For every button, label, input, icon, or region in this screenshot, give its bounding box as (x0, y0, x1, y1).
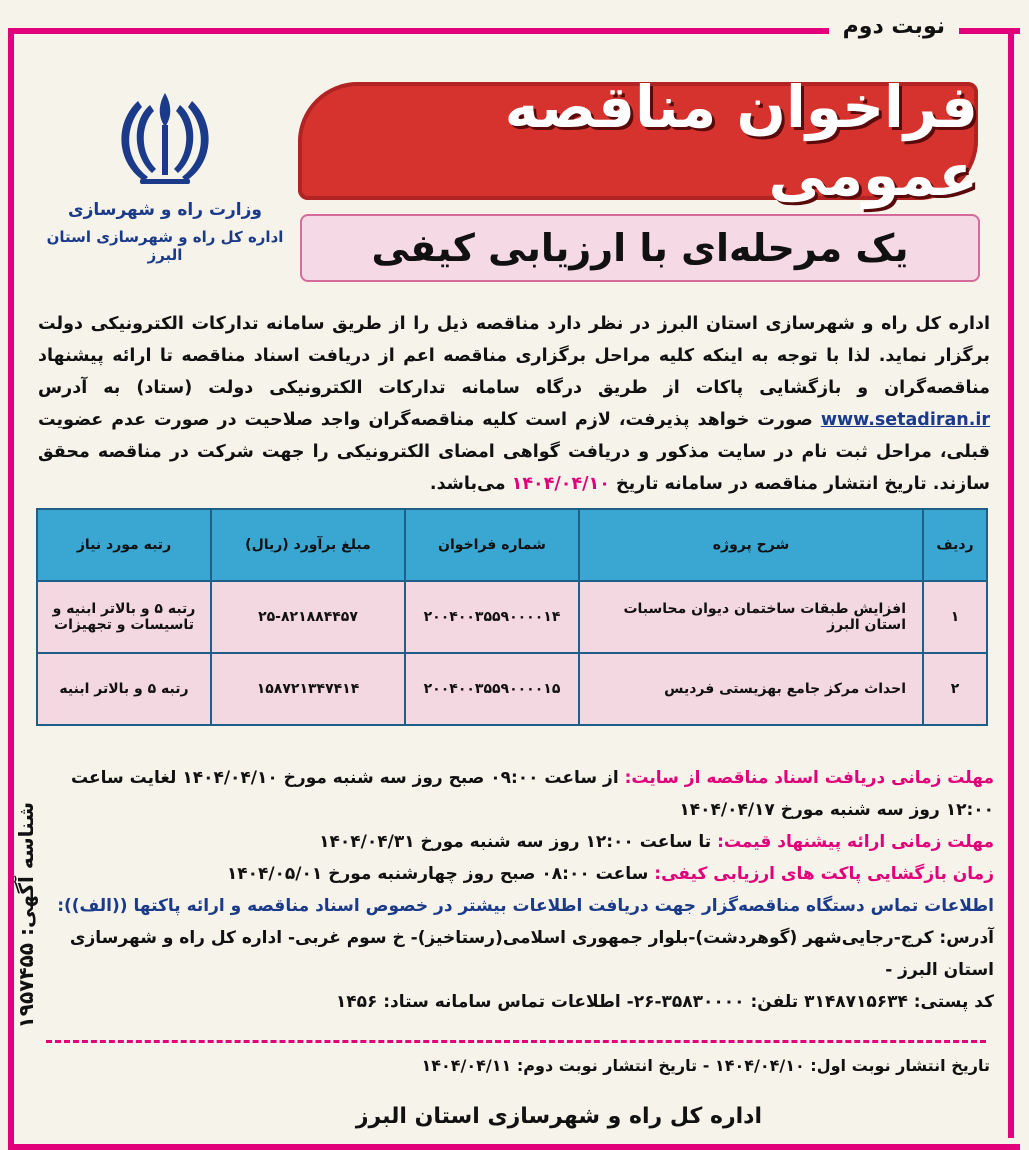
dashed-divider (46, 1040, 986, 1043)
page-frame-right (1008, 28, 1014, 1138)
notice-label: نوبت دوم (829, 14, 959, 39)
header-rank: رتبه مورد نیاز (37, 509, 211, 581)
header-project: شرح پروژه (579, 509, 923, 581)
contact-title: اطلاعات تماس دستگاه مناقصه‌گزار جهت دریافت اطلاعات بیشتر در خصوص اسناد مناقصه و ارائه پاکتها ((الف)): (57, 896, 994, 916)
intro-text-2: صورت خواهد پذیرفت، لازم است کلیه مناقصه‌گران واجد صلاحیت در صورت عدم عضویت قبلی، مراحل ثبت نام در سایت مذکور و دریافت گواهی امضای الکترونیکی را جهت شرکت در مناقصه محقق سازند. تاریخ انتشار مناقصه در سامانه تاریخ (38, 410, 990, 494)
doc-deadline-value: از ساعت ۰۹:۰۰ صبح روز سه شنبه مورخ ۱۴۰۴/۰۴/۱۰ لغایت ساعت ۱۲:۰۰ روز سه شنبه مورخ ۱۴۰۴/۰۴/۱۷ (71, 768, 994, 820)
row-call-number: ۲۰۰۴۰۰۳۵۵۹۰۰۰۰۱۴ (405, 581, 579, 653)
row-project: افزایش طبقات ساختمان دیوان محاسبات استان البرز (579, 581, 923, 653)
doc-deadline-label: مهلت زمانی دریافت اسناد مناقصه از سایت: (624, 768, 994, 788)
table-header-row (37, 509, 987, 581)
contact-address: آدرس: کرج-رجایی‌شهر (گوهردشت)-بلوار جمهوری اسلامی(رستاخیز)- خ سوم غربی- اداره کل راه و شهرسازی استان البرز - (69, 928, 994, 980)
row-estimate: ۱۵۸۷۲۱۳۴۷۴۱۴ (211, 653, 405, 725)
intro-text-3: می‌باشد. (429, 474, 506, 494)
row-index: ۲ (923, 653, 987, 725)
opening-time-value: ساعت ۰۸:۰۰ صبح روز چهارشنبه مورخ ۱۴۰۴/۰۵/۰۱ (226, 864, 649, 884)
footer-department: اداره کل راه و شهرسازی استان البرز (110, 1104, 774, 1129)
header-estimate: مبلغ برآورد (ریال) (211, 509, 405, 581)
opening-time-label: زمان بازگشایی پاکت های ارزیابی کیفی: (654, 864, 994, 884)
row-rank: رتبه ۵ و بالاتر ابنیه و تاسیسات و تجهیزات (37, 581, 211, 653)
title-banner (298, 73, 978, 209)
ministry-name: وزارت راه و شهرسازی (67, 200, 262, 220)
publish-date: ۱۴۰۴/۰۴/۱۰ (511, 474, 610, 494)
ministry-block (40, 200, 290, 264)
bid-deadline-label: مهلت زمانی ارائه پیشنهاد قیمت: (717, 832, 994, 852)
row-call-number: ۲۰۰۴۰۰۳۵۵۹۰۰۰۰۱۵ (405, 653, 579, 725)
header-index: ردیف (923, 509, 987, 581)
header-call-number: شماره فراخوان (405, 509, 579, 581)
doc-deadline (36, 762, 994, 826)
intro-paragraph (38, 308, 990, 500)
bid-deadline (36, 826, 994, 858)
setadiran-link[interactable]: www.setadiran.ir (820, 410, 991, 430)
row-rank: رتبه ۵ و بالاتر ابنیه (37, 653, 211, 725)
row-index: ۱ (923, 581, 987, 653)
row-project: احداث مرکز جامع بهزیستی فردیس (579, 653, 923, 725)
table-row (37, 653, 987, 725)
opening-time (36, 858, 994, 890)
details-block (36, 762, 994, 1018)
contact-postal-phone: کد پستی: ۳۱۴۸۷۱۵۶۳۴ تلفن: ۳۵۸۳۰۰۰۰-۲۶- اطلاعات تماس سامانه ستاد: ۱۴۵۶ (335, 992, 994, 1012)
tender-table (36, 508, 988, 726)
iran-emblem-icon (110, 85, 220, 195)
ad-id: شناسه آگهی: ۱۹۵۷۴۵۵ (14, 802, 38, 1029)
publication-dates: تاریخ انتشار نوبت اول: ۱۴۰۴/۰۴/۱۰ - تاریخ انتشار نوبت دوم: ۱۴۰۴/۰۴/۱۱ (421, 1056, 990, 1075)
subtitle-box (300, 214, 980, 282)
intro-text-1: اداره کل راه و شهرسازی استان البرز در نظر دارد مناقصه ذیل را از طریق سامانه تدارکات الکترونیکی دولت برگزار نماید. لذا با توجه به اینکه کلیه مراحل برگزاری مناقصه اعم از دریافت اسناد مناقصه تا ارائه پیشنهاد مناقصه‌گران و بازگشایی پاکات از طریق درگاه سامانه تدارکات الکترونیکی دولت (ستاد) به آدرس (38, 314, 990, 398)
ministry-department: اداره کل راه و شهرسازی استان البرز (46, 228, 284, 264)
page-subtitle: یک مرحله‌ای با ارزیابی کیفی (371, 226, 909, 270)
bid-deadline-value: تا ساعت ۱۲:۰۰ روز سه شنبه مورخ ۱۴۰۴/۰۴/۳۱ (319, 832, 712, 852)
row-estimate: ۲۵-۸۲۱۸۸۴۴۵۷ (211, 581, 405, 653)
page-title: فراخوان مناقصه عمومی (504, 73, 978, 209)
table-row (37, 581, 987, 653)
